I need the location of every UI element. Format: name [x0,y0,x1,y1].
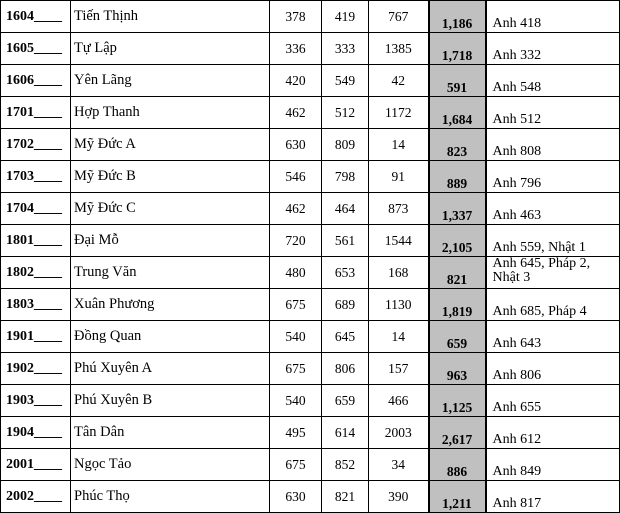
school-code-cell: 1703____ [1,161,71,193]
table-row [1,321,620,353]
value-b-cell: 614 [322,417,369,449]
table-row [1,417,620,449]
value-b-cell: 798 [322,161,369,193]
value-c-cell: 767 [369,1,429,33]
value-b-cell: 512 [322,97,369,129]
total-cell: 1,718 [429,33,486,65]
table-row [1,257,620,289]
value-a-cell: 630 [270,129,322,161]
total-cell: 659 [429,321,486,353]
total-cell: 821 [429,257,486,289]
note-cell: Anh 643 [486,321,620,353]
value-c-cell: 42 [369,65,429,97]
total-cell: 1,819 [429,289,486,321]
school-name-cell: Trung Văn [71,257,270,289]
value-a-cell: 480 [270,257,322,289]
value-c-cell: 157 [369,353,429,385]
table-row [1,97,620,129]
school-code-cell: 2001____ [1,449,71,481]
value-a-cell: 378 [270,1,322,33]
value-b-cell: 549 [322,65,369,97]
school-name-cell: Xuân Phương [71,289,270,321]
value-b-cell: 464 [322,193,369,225]
table-row [1,289,620,321]
table-row [1,193,620,225]
value-a-cell: 540 [270,385,322,417]
note-cell: Anh 655 [486,385,620,417]
table-row [1,33,620,65]
school-code-cell: 1704____ [1,193,71,225]
value-a-cell: 720 [270,225,322,257]
value-a-cell: 630 [270,481,322,513]
value-c-cell: 1544 [369,225,429,257]
school-code-cell: 1803____ [1,289,71,321]
value-b-cell: 806 [322,353,369,385]
school-name-cell: Ngọc Tảo [71,449,270,481]
value-a-cell: 675 [270,449,322,481]
value-b-cell: 419 [322,1,369,33]
table-row [1,481,620,513]
value-c-cell: 390 [369,481,429,513]
value-a-cell: 420 [270,65,322,97]
total-cell: 2,105 [429,225,486,257]
school-code-cell: 1903____ [1,385,71,417]
school-name-cell: Mỹ Đức A [71,129,270,161]
value-b-cell: 689 [322,289,369,321]
note-cell: Anh 612 [486,417,620,449]
school-name-cell: Phú Xuyên B [71,385,270,417]
total-cell: 823 [429,129,486,161]
note-cell: Anh 849 [486,449,620,481]
value-a-cell: 546 [270,161,322,193]
note-cell: Anh 685, Pháp 4 [486,289,620,321]
note-cell: Anh 463 [486,193,620,225]
value-b-cell: 852 [322,449,369,481]
school-name-cell: Tiến Thịnh [71,1,270,33]
school-name-cell: Mỹ Đức B [71,161,270,193]
school-code-cell: 1902____ [1,353,71,385]
note-cell: Anh 559, Nhật 1 [486,225,620,257]
note-cell: Anh 808 [486,129,620,161]
school-code-cell: 1904____ [1,417,71,449]
value-c-cell: 873 [369,193,429,225]
total-cell: 1,125 [429,385,486,417]
note-cell: Anh 548 [486,65,620,97]
value-a-cell: 336 [270,33,322,65]
value-a-cell: 675 [270,353,322,385]
school-code-cell: 1606____ [1,65,71,97]
table-row [1,65,620,97]
school-code-cell: 1901____ [1,321,71,353]
value-c-cell: 2003 [369,417,429,449]
school-name-cell: Hợp Thanh [71,97,270,129]
note-cell: Anh 796 [486,161,620,193]
school-code-cell: 1801____ [1,225,71,257]
value-c-cell: 1172 [369,97,429,129]
total-cell: 1,211 [429,481,486,513]
total-cell: 591 [429,65,486,97]
school-name-cell: Yên Lãng [71,65,270,97]
total-cell: 2,617 [429,417,486,449]
table-row [1,353,620,385]
school-code-cell: 1702____ [1,129,71,161]
value-b-cell: 659 [322,385,369,417]
note-cell: Anh 817 [486,481,620,513]
value-a-cell: 495 [270,417,322,449]
value-b-cell: 809 [322,129,369,161]
school-name-cell: Phúc Thọ [71,481,270,513]
value-c-cell: 1130 [369,289,429,321]
school-code-cell: 2002____ [1,481,71,513]
table-row [1,385,620,417]
value-a-cell: 675 [270,289,322,321]
value-b-cell: 821 [322,481,369,513]
total-cell: 963 [429,353,486,385]
value-c-cell: 466 [369,385,429,417]
table-body [1,1,620,513]
value-c-cell: 91 [369,161,429,193]
table-row [1,129,620,161]
value-a-cell: 540 [270,321,322,353]
total-cell: 889 [429,161,486,193]
school-code-cell: 1604____ [1,1,71,33]
school-name-cell: Mỹ Đức C [71,193,270,225]
value-a-cell: 462 [270,97,322,129]
value-b-cell: 653 [322,257,369,289]
note-cell: Anh 645, Pháp 2, Nhật 3 [486,257,620,289]
total-cell: 1,684 [429,97,486,129]
school-code-cell: 1605____ [1,33,71,65]
value-b-cell: 645 [322,321,369,353]
total-cell: 1,337 [429,193,486,225]
school-name-cell: Tân Dân [71,417,270,449]
table-row [1,225,620,257]
value-c-cell: 168 [369,257,429,289]
note-cell: Anh 806 [486,353,620,385]
value-b-cell: 561 [322,225,369,257]
table-row [1,1,620,33]
note-cell: Anh 512 [486,97,620,129]
total-cell: 1,186 [429,1,486,33]
table-row [1,449,620,481]
value-c-cell: 1385 [369,33,429,65]
school-name-cell: Tự Lập [71,33,270,65]
value-c-cell: 14 [369,129,429,161]
value-c-cell: 34 [369,449,429,481]
value-c-cell: 14 [369,321,429,353]
note-cell: Anh 418 [486,1,620,33]
school-name-cell: Đồng Quan [71,321,270,353]
school-code-cell: 1701____ [1,97,71,129]
school-name-cell: Đại Mỗ [71,225,270,257]
note-cell: Anh 332 [486,33,620,65]
value-b-cell: 333 [322,33,369,65]
school-code-cell: 1802____ [1,257,71,289]
school-name-cell: Phú Xuyên A [71,353,270,385]
total-cell: 886 [429,449,486,481]
table-row [1,161,620,193]
value-a-cell: 462 [270,193,322,225]
